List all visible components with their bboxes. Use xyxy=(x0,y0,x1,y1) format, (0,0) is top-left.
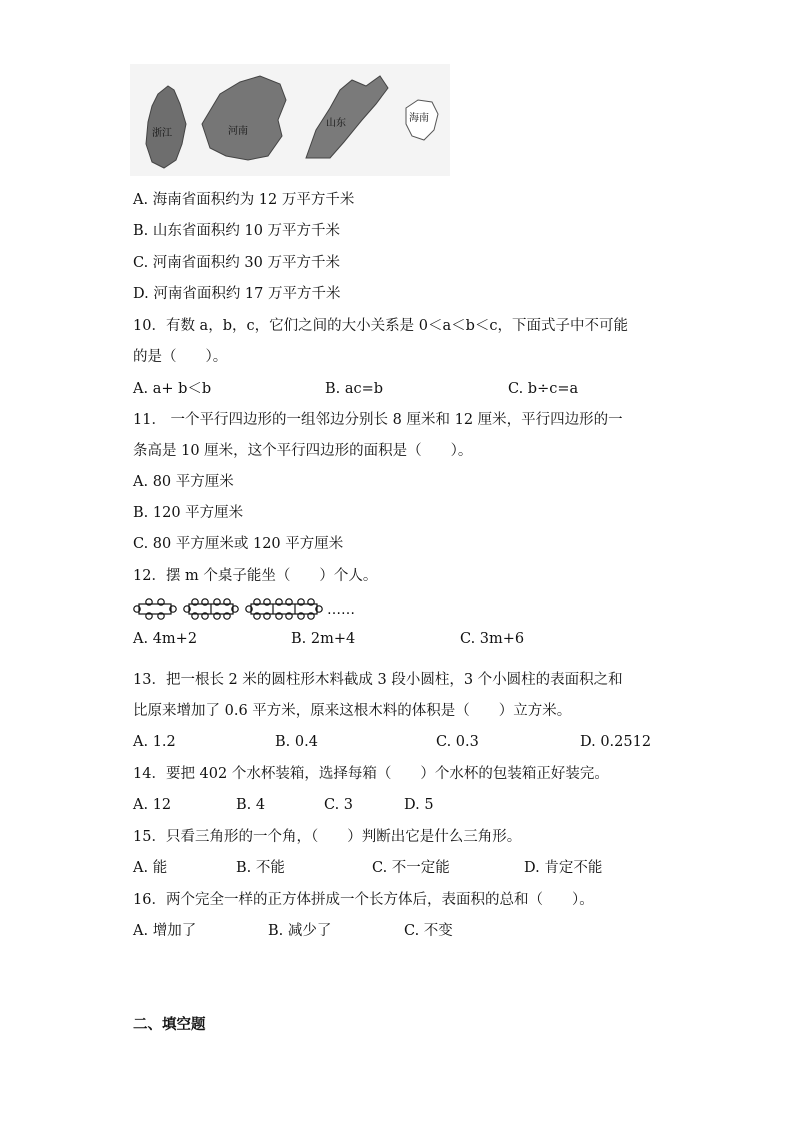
q12-option-c: C. 3m+6 xyxy=(460,631,525,647)
province-map-figure xyxy=(130,64,450,176)
tables-figure-ellipsis: …… xyxy=(327,602,355,618)
q9-option-d: D. 河南省面积约 17 万平方千米 xyxy=(133,286,341,302)
q10-option-b: B. ac=b xyxy=(325,381,384,397)
q11-option-a: A. 80 平方厘米 xyxy=(133,474,234,490)
q11-question-line2: 条高是 10 厘米，这个平行四边形的面积是（ ）。 xyxy=(133,443,473,459)
q10-question-line2: 的是（ ）。 xyxy=(133,349,228,365)
q16-option-c: C. 不变 xyxy=(404,923,453,939)
map-label-zhejiang: 浙江 xyxy=(152,128,172,139)
q12-option-b: B. 2m+4 xyxy=(291,631,356,647)
q13-question-line1: 13．把一根长 2 米的圆柱形木料截成 3 段小圆柱，3 个小圆柱的表面积之和 xyxy=(133,672,623,688)
q14-option-b: B. 4 xyxy=(236,797,266,813)
q9-option-a: A. 海南省面积约为 12 万平方千米 xyxy=(133,192,355,208)
q16-question-line1: 16．两个完全一样的正方体拼成一个长方体后，表面积的总和（ ）。 xyxy=(133,892,594,908)
q14-option-a: A. 12 xyxy=(133,797,172,813)
q10-option-c: C. b÷c=a xyxy=(508,381,579,397)
q12-option-a: A. 4m+2 xyxy=(133,631,198,647)
q13-option-b: B. 0.4 xyxy=(275,734,318,750)
q11-option-b: B. 120 平方厘米 xyxy=(133,505,244,521)
q15-option-b: B. 不能 xyxy=(236,860,285,876)
q13-option-c: C. 0.3 xyxy=(436,734,479,750)
q14-option-d: D. 5 xyxy=(404,797,434,813)
q10-option-a: A. a+ b＜b xyxy=(133,381,212,397)
q15-option-d: D. 肯定不能 xyxy=(524,860,603,876)
section-heading-fill-in: 二、填空题 xyxy=(133,1017,206,1033)
q13-option-d: D. 0.2512 xyxy=(580,734,652,750)
q14-option-c: C. 3 xyxy=(324,797,354,813)
q9-option-c: C. 河南省面积约 30 万平方千米 xyxy=(133,255,340,271)
q14-question-line1: 14．要把 402 个水杯装箱，选择每箱（ ）个水杯的包装箱正好装完。 xyxy=(133,766,609,782)
q11-question-line1: 11． 一个平行四边形的一组邻边分别长 8 厘米和 12 厘米，平行四边形的一 xyxy=(133,412,623,428)
q12-question-line1: 12．摆 m 个桌子能坐（ ）个人。 xyxy=(133,568,378,584)
q9-option-b: B. 山东省面积约 10 万平方千米 xyxy=(133,223,341,239)
tables-figure xyxy=(133,598,373,620)
q15-question-line1: 15．只看三角形的一个角，（ ）判断出它是什么三角形。 xyxy=(133,829,522,845)
map-label-hainan: 海南 xyxy=(409,113,429,124)
q16-option-a: A. 增加了 xyxy=(133,923,197,939)
q13-option-a: A. 1.2 xyxy=(133,734,176,750)
q16-option-b: B. 减少了 xyxy=(268,923,332,939)
q13-question-line2: 比原来增加了 0.6 平方米，原来这根木料的体积是（ ）立方米。 xyxy=(133,703,572,719)
q10-question-line1: 10．有数 a，b，c，它们之间的大小关系是 0＜a＜b＜c，下面式子中不可能 xyxy=(133,318,628,334)
map-label-henan: 河南 xyxy=(228,126,248,137)
q11-option-c: C. 80 平方厘米或 120 平方厘米 xyxy=(133,536,344,552)
q15-option-c: C. 不一定能 xyxy=(372,860,450,876)
map-label-shandong: 山东 xyxy=(326,118,346,129)
q15-option-a: A. 能 xyxy=(133,860,168,876)
